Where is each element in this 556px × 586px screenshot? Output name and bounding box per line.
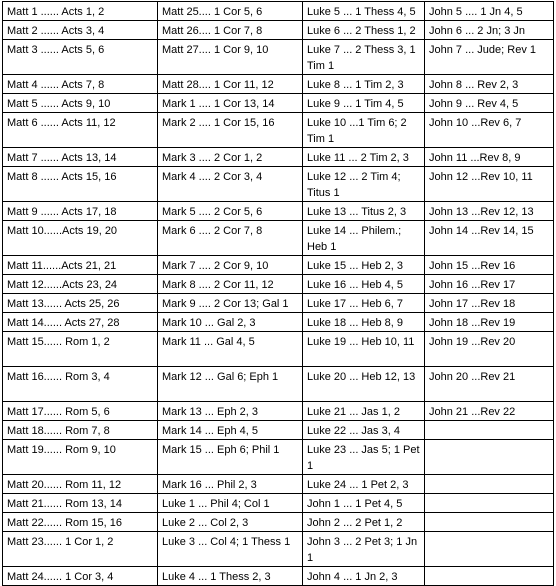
table-row: [3, 113, 554, 148]
table-cell: Luke 22 ... Jas 3, 4: [303, 421, 425, 440]
table-cell: Mark 16 ... Phil 2, 3: [158, 475, 303, 494]
table-cell: John 17 ...Rev 18: [425, 294, 554, 313]
table-cell: Matt 2 ...... Acts 3, 4: [3, 21, 158, 40]
table-cell: [425, 513, 554, 532]
reading-plan-body: [3, 2, 554, 586]
table-row: [3, 256, 554, 275]
table-cell: John 19 ...Rev 20: [425, 332, 554, 367]
table-row: [3, 532, 554, 567]
table-cell: Matt 23...... 1 Cor 1, 2: [3, 532, 158, 567]
table-cell: Mark 15 ... Eph 6; Phil 1: [158, 440, 303, 475]
table-cell: Luke 19 ... Heb 10, 11: [303, 332, 425, 367]
table-cell: Matt 26.... 1 Cor 7, 8: [158, 21, 303, 40]
table-cell: John 12 ...Rev 10, 11: [425, 167, 554, 202]
table-cell: John 2 ... 2 Pet 1, 2: [303, 513, 425, 532]
table-cell: Matt 25.... 1 Cor 5, 6: [158, 2, 303, 21]
table-cell: Luke 8 ... 1 Tim 2, 3: [303, 75, 425, 94]
table-cell: John 8 ... Rev 2, 3: [425, 75, 554, 94]
table-row: [3, 94, 554, 113]
table-row: [3, 148, 554, 167]
table-cell: Mark 8 .... 2 Cor 11, 12: [158, 275, 303, 294]
table-cell: Matt 14...... Acts 27, 28: [3, 313, 158, 332]
table-cell: Luke 21 ... Jas 1, 2: [303, 402, 425, 421]
reading-plan-table: [2, 1, 554, 586]
table-cell: Mark 7 .... 2 Cor 9, 10: [158, 256, 303, 275]
table-cell: Mark 11 ... Gal 4, 5: [158, 332, 303, 367]
table-cell: Luke 15 ... Heb 2, 3: [303, 256, 425, 275]
table-row: [3, 421, 554, 440]
table-cell: [425, 567, 554, 586]
table-cell: Luke 16 ... Heb 4, 5: [303, 275, 425, 294]
table-cell: Mark 13 ... Eph 2, 3: [158, 402, 303, 421]
table-cell: Matt 28.... 1 Cor 11, 12: [158, 75, 303, 94]
table-cell: John 14 ...Rev 14, 15: [425, 221, 554, 256]
table-cell: Luke 18 ... Heb 8, 9: [303, 313, 425, 332]
table-cell: Luke 20 ... Heb 12, 13: [303, 367, 425, 402]
table-cell: Matt 16...... Rom 3, 4: [3, 367, 158, 402]
table-row: [3, 75, 554, 94]
table-cell: Mark 9 .... 2 Cor 13; Gal 1: [158, 294, 303, 313]
table-cell: Luke 2 ... Col 2, 3: [158, 513, 303, 532]
table-cell: Luke 11 ... 2 Tim 2, 3: [303, 148, 425, 167]
table-cell: [425, 421, 554, 440]
table-cell: Matt 19...... Rom 9, 10: [3, 440, 158, 475]
table-row: [3, 440, 554, 475]
table-row: [3, 402, 554, 421]
table-row: [3, 167, 554, 202]
table-cell: John 4 ... 1 Jn 2, 3: [303, 567, 425, 586]
table-cell: Mark 4 .... 2 Cor 3, 4: [158, 167, 303, 202]
table-cell: John 9 ... Rev 4, 5: [425, 94, 554, 113]
table-cell: John 3 ... 2 Pet 3; 1 Jn 1: [303, 532, 425, 567]
table-cell: Luke 6 ... 2 Thess 1, 2: [303, 21, 425, 40]
table-cell: Matt 6 ...... Acts 11, 12: [3, 113, 158, 148]
table-cell: Mark 6 .... 2 Cor 7, 8: [158, 221, 303, 256]
table-cell: Matt 20...... Rom 11, 12: [3, 475, 158, 494]
table-cell: Matt 15...... Rom 1, 2: [3, 332, 158, 367]
table-cell: Matt 5 ...... Acts 9, 10: [3, 94, 158, 113]
table-cell: Matt 3 ...... Acts 5, 6: [3, 40, 158, 75]
table-cell: Matt 18...... Rom 7, 8: [3, 421, 158, 440]
table-cell: John 18 ...Rev 19: [425, 313, 554, 332]
table-row: [3, 275, 554, 294]
table-cell: Luke 13 ... Titus 2, 3: [303, 202, 425, 221]
table-cell: Matt 12......Acts 23, 24: [3, 275, 158, 294]
table-cell: Matt 21...... Rom 13, 14: [3, 494, 158, 513]
table-cell: Matt 27.... 1 Cor 9, 10: [158, 40, 303, 75]
table-cell: Luke 10 ...1 Tim 6; 2 Tim 1: [303, 113, 425, 148]
table-cell: [425, 440, 554, 475]
table-cell: John 10 ...Rev 6, 7: [425, 113, 554, 148]
table-row: [3, 40, 554, 75]
table-cell: Luke 5 ... 1 Thess 4, 5: [303, 2, 425, 21]
table-cell: John 5 .... 1 Jn 4, 5: [425, 2, 554, 21]
table-cell: Matt 11......Acts 21, 21: [3, 256, 158, 275]
table-cell: Mark 14 ... Eph 4, 5: [158, 421, 303, 440]
table-cell: John 1 ... 1 Pet 4, 5: [303, 494, 425, 513]
table-cell: Luke 3 ... Col 4; 1 Thess 1: [158, 532, 303, 567]
table-cell: Mark 3 .... 2 Cor 1, 2: [158, 148, 303, 167]
table-cell: Mark 1 .... 1 Cor 13, 14: [158, 94, 303, 113]
table-cell: Luke 9 ... 1 Tim 4, 5: [303, 94, 425, 113]
table-cell: Matt 13...... Acts 25, 26: [3, 294, 158, 313]
table-cell: Luke 7 ... 2 Thess 3, 1 Tim 1: [303, 40, 425, 75]
table-cell: Matt 22...... Rom 15, 16: [3, 513, 158, 532]
table-row: [3, 21, 554, 40]
table-row: [3, 313, 554, 332]
table-row: [3, 2, 554, 21]
table-cell: Matt 17...... Rom 5, 6: [3, 402, 158, 421]
table-row: [3, 494, 554, 513]
table-row: [3, 475, 554, 494]
table-cell: John 16 ...Rev 17: [425, 275, 554, 294]
table-cell: Matt 1 ...... Acts 1, 2: [3, 2, 158, 21]
table-row: [3, 367, 554, 402]
table-cell: Matt 4 ...... Acts 7, 8: [3, 75, 158, 94]
table-cell: John 20 ...Rev 21: [425, 367, 554, 402]
table-cell: [425, 475, 554, 494]
table-cell: Mark 5 .... 2 Cor 5, 6: [158, 202, 303, 221]
table-cell: Luke 17 ... Heb 6, 7: [303, 294, 425, 313]
table-cell: Luke 23 ... Jas 5; 1 Pet 1: [303, 440, 425, 475]
table-row: [3, 294, 554, 313]
table-cell: Luke 24 ... 1 Pet 2, 3: [303, 475, 425, 494]
table-cell: Matt 10......Acts 19, 20: [3, 221, 158, 256]
table-cell: Mark 12 ... Gal 6; Eph 1: [158, 367, 303, 402]
table-cell: John 15 ...Rev 16: [425, 256, 554, 275]
table-cell: Matt 24...... 1 Cor 3, 4: [3, 567, 158, 586]
table-cell: Luke 14 ... Philem.; Heb 1: [303, 221, 425, 256]
table-cell: [425, 494, 554, 513]
table-cell: Mark 2 .... 1 Cor 15, 16: [158, 113, 303, 148]
table-row: [3, 332, 554, 367]
table-cell: Matt 8 ...... Acts 15, 16: [3, 167, 158, 202]
table-cell: John 21 ...Rev 22: [425, 402, 554, 421]
table-cell: Matt 7 ...... Acts 13, 14: [3, 148, 158, 167]
table-cell: John 6 ... 2 Jn; 3 Jn: [425, 21, 554, 40]
table-row: [3, 221, 554, 256]
table-cell: Mark 10 ... Gal 2, 3: [158, 313, 303, 332]
table-row: [3, 202, 554, 221]
table-row: [3, 567, 554, 586]
table-cell: Luke 1 ... Phil 4; Col 1: [158, 494, 303, 513]
table-cell: John 7 ... Jude; Rev 1: [425, 40, 554, 75]
table-cell: Matt 9 ...... Acts 17, 18: [3, 202, 158, 221]
table-cell: John 11 ...Rev 8, 9: [425, 148, 554, 167]
table-cell: [425, 532, 554, 567]
table-cell: Luke 12 ... 2 Tim 4; Titus 1: [303, 167, 425, 202]
table-cell: John 13 ...Rev 12, 13: [425, 202, 554, 221]
table-cell: Luke 4 ... 1 Thess 2, 3: [158, 567, 303, 586]
table-row: [3, 513, 554, 532]
